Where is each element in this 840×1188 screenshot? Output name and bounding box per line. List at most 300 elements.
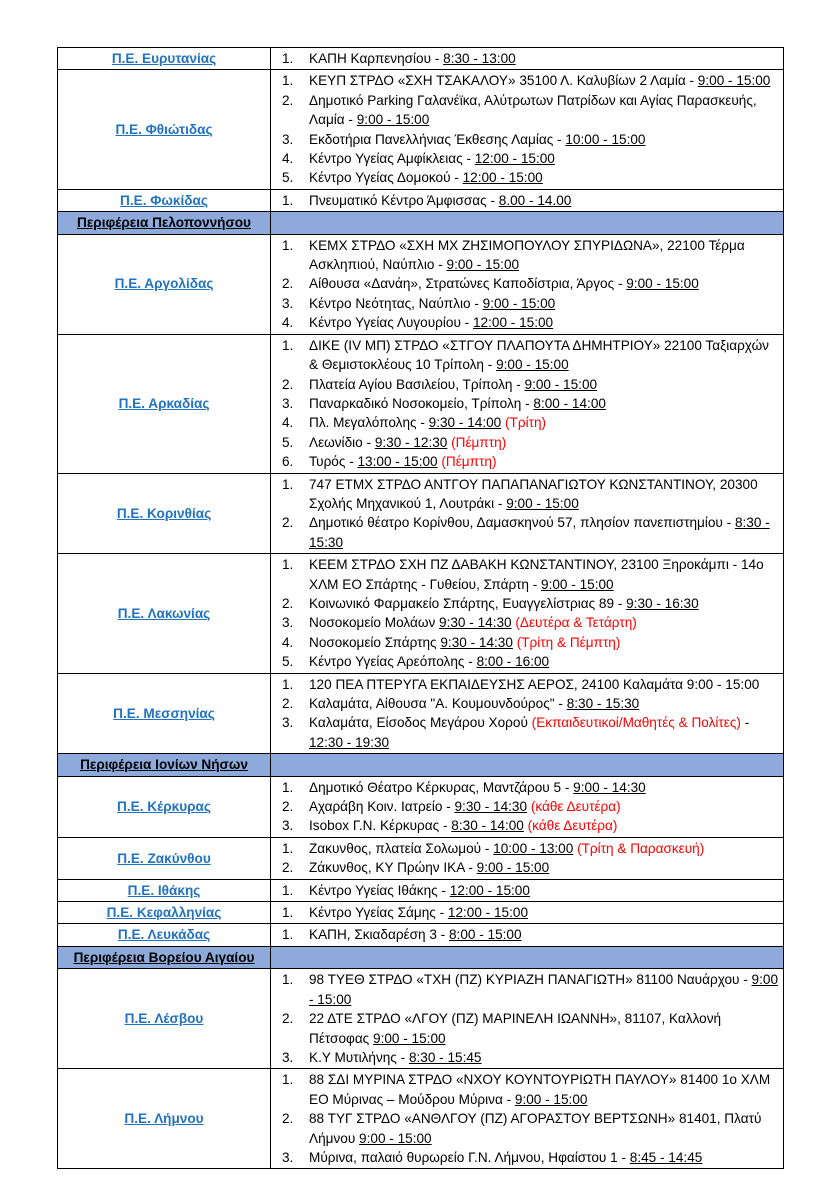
time-range: 9:00 - 15:00 — [541, 576, 614, 592]
location-list — [271, 903, 781, 922]
time-range: 9:00 - 15:00 — [514, 1091, 588, 1107]
item-text — [309, 858, 781, 877]
location-text: Δημοτικό θέατρο Κορίνθου, Δαμασκηνού 57, πλησίον πανεπιστημίου - — [309, 515, 735, 531]
item-number: 2. — [282, 696, 294, 711]
time-range: 9:00 - 15:00 — [626, 276, 699, 292]
location-text: Κέντρο Υγείας Λυγουρίου - — [309, 315, 473, 331]
region-items-cell — [271, 48, 784, 70]
region-name-link[interactable]: Π.Ε. Κέρκυρας — [117, 799, 211, 815]
region-name-cell — [58, 334, 271, 473]
table-row — [58, 48, 784, 70]
item-number: 5. — [282, 434, 294, 450]
time-range: 9:00 - 15:00 — [524, 376, 598, 392]
item-number: 1. — [282, 337, 294, 353]
list-item — [271, 452, 781, 471]
location-text: Κοινωνικό Φαρμακείο Σπάρτης, Ευαγγελίστριας 89 - — [309, 595, 627, 611]
list-item — [271, 336, 781, 375]
item-text — [309, 294, 781, 313]
list-item — [271, 130, 781, 149]
list-item — [271, 1109, 781, 1148]
location-text: Λεωνίδιο - — [309, 434, 375, 450]
item-number: 1. — [282, 676, 294, 692]
table-row — [58, 837, 784, 879]
location-list — [271, 71, 781, 187]
location-text: Κέντρο Νεότητας, Ναύπλιο - — [309, 295, 483, 311]
item-number: 3. — [282, 615, 294, 631]
region-name-cell — [58, 879, 271, 901]
region-name-cell — [58, 924, 271, 946]
band-label-cell — [58, 946, 271, 968]
region-name-cell — [58, 70, 271, 189]
region-name-cell — [58, 837, 271, 879]
location-list — [271, 555, 781, 671]
list-item — [271, 71, 781, 90]
region-name-cell — [58, 776, 271, 837]
list-item — [271, 413, 781, 432]
list-item — [271, 594, 781, 613]
list-item — [271, 191, 781, 210]
list-item — [271, 149, 781, 168]
item-number: 1. — [282, 51, 294, 66]
region-name-link[interactable]: Π.Ε. Φθιώτιδας — [115, 121, 213, 137]
band-empty-cell — [271, 212, 784, 234]
region-items-cell — [271, 969, 784, 1069]
time-range: 12:00 - 15:00 — [449, 882, 530, 898]
location-text: 747 ΕΤΜΧ ΣΤΡΔΟ ΑΝΤΓΟΥ ΠΑΠΑΠΑΝΑΓΙΩΤΟΥ ΚΩΝΣΤΑΝΤΙΝΟΥ, 20300 Σχολής Μηχανικού 1, Λουτράκι - — [309, 476, 758, 511]
location-text: Ζάκυνθος, ΚΥ Πρώην ΙΚΑ - — [309, 860, 477, 876]
list-item — [271, 881, 781, 900]
list-item — [271, 513, 781, 552]
region-name-link[interactable]: Π.Ε. Κεφαλληνίας — [106, 905, 222, 921]
item-text — [309, 475, 781, 514]
location-list — [271, 675, 781, 753]
item-text — [309, 633, 781, 652]
item-text — [309, 1109, 781, 1148]
item-number: 3. — [282, 131, 294, 147]
time-range: 9:00 - 15:00 — [373, 1030, 446, 1046]
item-text — [309, 236, 781, 275]
time-range: 12:00 - 15:00 — [447, 905, 529, 921]
item-number: 1. — [282, 840, 294, 856]
region-name-cell — [58, 1069, 271, 1169]
table-row — [58, 554, 784, 673]
table-row — [58, 334, 784, 473]
table-row — [58, 473, 784, 554]
region-name-cell — [58, 902, 271, 924]
table-row — [58, 879, 784, 901]
list-item — [271, 778, 781, 797]
table-row — [58, 234, 784, 334]
region-items-cell — [271, 334, 784, 473]
list-item — [271, 313, 781, 332]
list-item — [271, 633, 781, 652]
location-text: Μύρινα, παλαιό θυρωρείο Γ.Ν. Λήμνου, Ηφαίστου 1 - — [309, 1149, 630, 1165]
item-number: 2. — [282, 1111, 294, 1127]
location-text: ΚΕΥΠ ΣΤΡΔΟ «ΣΧΗ ΤΣΑΚΑΛΟΥ» 35100 Λ. Καλυβίων 2 Λαμία - — [309, 73, 698, 89]
time-range: 9:00 - 15:00 — [309, 972, 779, 1007]
item-text — [309, 513, 781, 552]
day-note: (Τρίτη) — [505, 415, 547, 431]
list-item — [271, 555, 781, 594]
item-text — [309, 375, 781, 394]
time-range: 8:30 - 15:30 — [309, 515, 770, 550]
schedule-table — [57, 47, 784, 1169]
region-name-link[interactable]: Π.Ε. Φωκίδας — [120, 192, 208, 208]
item-text — [309, 130, 781, 149]
time-range: 12:00 - 15:00 — [474, 151, 555, 167]
item-text — [309, 168, 781, 187]
list-item — [271, 1148, 781, 1167]
time-range: 9:00 - 15:00 — [482, 295, 556, 311]
time-range: 10:00 - 13:00 — [493, 840, 574, 856]
item-number: 2. — [282, 92, 294, 108]
item-text — [309, 452, 781, 471]
time-range: 9:00 - 15:00 — [697, 73, 771, 89]
list-item — [271, 394, 781, 413]
time-range: 8:00 - 15:00 — [449, 927, 522, 943]
time-range: 13:00 - 15:00 — [357, 454, 438, 470]
time-range: 8:00 - 14:00 — [533, 395, 606, 411]
location-text: Κ.Υ Μυτιλήνης - — [309, 1049, 409, 1065]
region-items-cell — [271, 189, 784, 211]
list-item — [271, 433, 781, 452]
location-text: 120 ΠΕΑ ΠΤΕΡΥΓΑ ΕΚΠΑΙΔΕΥΣΗΣ ΑΕΡΟΣ, 24100 Καλαμάτα 9:00 - 15:00 — [309, 676, 760, 692]
region-name-link[interactable]: Π.Ε. Λακωνίας — [117, 605, 211, 621]
item-number: 2. — [282, 1011, 294, 1027]
location-text: ΚΑΠΗ Καρπενησίου - — [309, 51, 444, 66]
location-list — [271, 475, 781, 553]
time-range: 9:00 - 14:30 — [573, 779, 646, 795]
list-item — [271, 1070, 781, 1109]
table-row — [58, 902, 784, 924]
location-text: 22 ΔΤΕ ΣΤΡΔΟ «ΛΓΟΥ (ΠΖ) ΜΑΡΙΝΕΛΗ ΙΩΑΝΝΗ», 81107, Καλλονή Πέτσοφας — [309, 1011, 722, 1046]
band-label-cell — [58, 212, 271, 234]
region-name-link[interactable]: Π.Ε. Λέσβου — [124, 1011, 204, 1027]
location-text: ΚΑΠΗ, Σκιαδαρέση 3 - — [309, 927, 449, 943]
location-text: Δημοτικό Θέατρο Κέρκυρας, Μαντζάρου 5 - — [309, 779, 574, 795]
location-text: Πνευματικό Κέντρο Άμφισσας - — [309, 192, 499, 208]
location-text: Κέντρο Υγείας Ιθάκης - — [309, 882, 450, 898]
time-range: 9:30 - 14:00 — [428, 415, 502, 431]
region-name-cell — [58, 234, 271, 334]
item-text — [309, 71, 781, 90]
list-item — [271, 713, 781, 752]
region-name-cell — [58, 48, 271, 70]
time-range: 9:00 - 15:00 — [446, 257, 520, 273]
item-number: 1. — [282, 1072, 294, 1088]
list-item — [271, 168, 781, 187]
location-text: Νοσοκομείο Μολάων — [309, 615, 440, 631]
location-list — [271, 49, 781, 68]
list-item — [271, 91, 781, 130]
region-name-link[interactable]: Π.Ε. Ζακύνθου — [117, 850, 211, 866]
band-label-cell — [58, 754, 271, 776]
item-number: 4. — [282, 634, 294, 650]
item-number: 1. — [282, 192, 294, 208]
region-name-link[interactable]: Π.Ε. Ευρυτανίας — [111, 51, 217, 66]
time-range: 9:00 - 15:00 — [356, 112, 430, 128]
list-item — [271, 839, 781, 858]
item-text — [309, 1009, 781, 1048]
location-text: 98 ΤΥΕΘ ΣΤΡΔΟ «ΤΧΗ (ΠΖ) ΚΥΡΙΑΖΗ ΠΑΝΑΓΙΩΤΗ» 81100 Ναυάρχου - — [309, 972, 752, 988]
time-range: 8:30 - 15:45 — [408, 1049, 482, 1065]
list-item — [271, 925, 781, 944]
item-text — [309, 394, 781, 413]
location-text: Παναρκαδικό Νοσοκομείο, Τρίπολη - — [309, 395, 534, 411]
region-name-cell — [58, 673, 271, 754]
time-range: 12:00 - 15:00 — [462, 170, 543, 186]
item-text — [309, 336, 781, 375]
region-name-link[interactable]: Π.Ε. Μεσσηνίας — [113, 705, 215, 721]
item-number: 4. — [282, 315, 294, 331]
band-row — [58, 754, 784, 776]
time-range: 12:30 - 19:30 — [309, 734, 390, 750]
region-name-link[interactable]: Π.Ε. Λευκάδας — [117, 927, 211, 943]
list-item — [271, 274, 781, 293]
item-text — [309, 903, 781, 922]
item-text — [309, 816, 781, 835]
list-item — [271, 236, 781, 275]
item-number: 3. — [282, 1049, 294, 1065]
item-number: 3. — [282, 818, 294, 834]
location-text: Κέντρο Υγείας Σάμης - — [309, 905, 448, 921]
time-range: 12:00 - 15:00 — [472, 315, 554, 331]
item-text — [309, 413, 781, 432]
item-number: 5. — [282, 654, 294, 670]
item-text — [309, 652, 781, 671]
region-name-cell — [58, 969, 271, 1069]
table-row — [58, 673, 784, 754]
item-text — [309, 149, 781, 168]
item-text — [309, 433, 781, 452]
item-number: 2. — [282, 376, 294, 392]
location-text: Δημοτικό Parking Γαλανέϊκα, Αλύτρωτων Πατρίδων και Αγίας Παρασκευής, Λαμία - — [309, 92, 757, 128]
item-number: 4. — [282, 415, 294, 431]
band-label: Περιφέρεια Ιονίων Νήσων — [80, 757, 248, 773]
location-text: Κέντρο Υγείας Αμφίκλειας - — [309, 151, 475, 167]
item-text — [309, 778, 781, 797]
item-number: 1. — [282, 972, 294, 988]
location-text: Αίθουσα «Δανάη», Στρατώνες Καποδίστρια, Άργος - — [309, 276, 627, 292]
region-name-cell — [58, 554, 271, 673]
band-row — [58, 946, 784, 968]
item-text — [309, 49, 781, 68]
item-text — [309, 555, 781, 594]
item-number: 1. — [282, 882, 294, 898]
location-text: Κέντρο Υγείας Αρεόπολης - — [309, 654, 477, 670]
item-number: 1. — [282, 237, 294, 253]
location-list — [271, 970, 781, 1067]
time-range: 9:30 - 14:30 — [454, 799, 528, 815]
item-number: 5. — [282, 170, 294, 186]
region-items-cell — [271, 554, 784, 673]
time-range: 9:30 - 16:30 — [626, 595, 699, 611]
time-range: 8:30 - 13:00 — [443, 51, 516, 66]
location-list — [271, 1070, 781, 1167]
table-row — [58, 924, 784, 946]
list-item — [271, 475, 781, 514]
list-item — [271, 375, 781, 394]
region-name-link[interactable]: Π.Ε. Ιθάκης — [127, 882, 201, 898]
band-empty-cell — [271, 946, 784, 968]
location-list — [271, 236, 781, 333]
region-items-cell — [271, 673, 784, 754]
location-text: Πλ. Μεγαλόπολης - — [309, 415, 429, 431]
location-text: ΚΕΜΧ ΣΤΡΔΟ «ΣΧΗ ΜΧ ΖΗΣΙΜΟΠΟΥΛΟΥ ΣΠΥΡΙΔΩΝΑ», 22100 Τέρμα Ασκληπιού, Ναύπλιο - — [309, 237, 745, 273]
band-empty-cell — [271, 754, 784, 776]
item-text — [309, 613, 781, 632]
location-text: Ζακυνθος, πλατεία Σολωμού - — [309, 840, 494, 856]
item-text — [309, 1070, 781, 1109]
time-range: 8:30 - 15:30 — [566, 696, 640, 711]
region-name-cell — [58, 189, 271, 211]
table-row — [58, 189, 784, 211]
list-item — [271, 816, 781, 835]
item-number: 1. — [282, 476, 294, 492]
location-text: 88 ΣΔΙ ΜΥΡΙΝΑ ΣΤΡΔΟ «ΝΧΟΥ ΚΟΥΝΤΟΥΡΙΩΤΗ ΠΑΥΛΟΥ» 81400 1ο ΧΛΜ ΕΟ Μύρινας – Μούδρου Μύρινα - — [309, 1072, 771, 1107]
band-label: Περιφέρεια Πελοποννήσου — [77, 215, 251, 231]
day-note: (Τρίτη & Παρασκευή) — [577, 840, 705, 856]
location-list — [271, 925, 781, 944]
item-text — [309, 797, 781, 816]
day-note: (Εκπαιδευτικοί/Μαθητές & Πολίτες) — [531, 715, 741, 731]
item-text — [309, 91, 781, 130]
day-note: (κάθε Δευτέρα) — [527, 818, 618, 834]
item-text — [309, 274, 781, 293]
item-text — [309, 1048, 781, 1067]
item-number: 1. — [282, 927, 294, 943]
location-text: Εκδοτήρια Πανελλήνιας Έκθεσης Λαμίας - — [309, 131, 566, 147]
time-range: 9:00 - 15:00 — [506, 495, 579, 511]
item-number: 4. — [282, 151, 294, 167]
region-name-link[interactable]: Π.Ε. Αρκαδίας — [118, 395, 210, 411]
time-range: 9:00 - 15:00 — [359, 1130, 432, 1146]
item-number: 1. — [282, 557, 294, 573]
location-text: ΚΕΕΜ ΣΤΡΔΟ ΣΧΗ ΠΖ ΔΑΒΑΚΗ ΚΩΝΣΤΑΝΤΙΝΟΥ, 23100 Ξηροκάμπι - 14ο ΧΛΜ ΕΟ Σπάρτης - Γυθείου, Σπάρτη - — [309, 557, 764, 592]
item-text — [309, 594, 781, 613]
time-range: 8:45 - 14:45 — [629, 1149, 703, 1165]
location-text: Isobox Γ.Ν. Κέρκυρας - — [309, 818, 452, 834]
region-items-cell — [271, 837, 784, 879]
item-number: 1. — [282, 779, 294, 795]
item-number: 3. — [282, 1149, 294, 1165]
location-text: Νοσοκομείο Σπάρτης — [309, 634, 441, 650]
location-list — [271, 336, 781, 472]
time-range: 9:00 - 15:00 — [496, 357, 569, 373]
region-name-link[interactable]: Π.Ε. Λήμνου — [124, 1111, 204, 1127]
item-number: 2. — [282, 595, 294, 611]
region-items-cell — [271, 879, 784, 901]
item-number: 2. — [282, 276, 294, 292]
region-name-cell — [58, 473, 271, 554]
item-number: 3. — [282, 295, 294, 311]
item-text — [309, 191, 781, 210]
location-list — [271, 778, 781, 836]
location-text: Τυρός - — [309, 454, 358, 470]
item-text — [309, 713, 781, 752]
table-row — [58, 969, 784, 1069]
region-items-cell — [271, 902, 784, 924]
item-text — [309, 925, 781, 944]
region-name-link[interactable]: Π.Ε. Κορινθίας — [116, 505, 212, 521]
time-range: 9:30 - 12:30 — [374, 434, 448, 450]
item-number: 1. — [282, 73, 294, 89]
item-number: 3. — [282, 395, 294, 411]
list-item — [271, 294, 781, 313]
region-items-cell — [271, 776, 784, 837]
item-text — [309, 313, 781, 332]
item-text — [309, 1148, 781, 1167]
list-item — [271, 49, 781, 68]
time-range: 9:30 - 14:30 — [440, 634, 513, 650]
day-note: (Πέμπτη) — [451, 434, 507, 450]
item-number: 6. — [282, 454, 294, 470]
item-number: 2. — [282, 799, 294, 815]
item-number: 3. — [282, 715, 294, 731]
day-note: (κάθε Δευτέρα) — [530, 799, 621, 815]
list-item — [271, 1009, 781, 1048]
list-item — [271, 613, 781, 632]
time-range: 8.00 - 14.00 — [498, 192, 572, 208]
list-item — [271, 903, 781, 922]
location-list — [271, 881, 781, 900]
location-text: Καλαμάτα, Είσοδος Μεγάρου Χορού — [309, 715, 532, 731]
list-item — [271, 797, 781, 816]
location-list — [271, 839, 781, 878]
item-text — [309, 881, 781, 900]
region-items-cell — [271, 924, 784, 946]
item-text — [309, 694, 781, 713]
region-items-cell — [271, 234, 784, 334]
location-text: Κέντρο Υγείας Δομοκού - — [309, 170, 463, 186]
list-item — [271, 970, 781, 1009]
item-text — [309, 839, 781, 858]
day-note: (Δευτέρα & Τετάρτη) — [515, 615, 637, 631]
time-range: 8:30 - 14:00 — [451, 818, 524, 834]
day-note: (Τρίτη & Πέμπτη) — [516, 634, 621, 650]
time-range: 9:00 - 15:00 — [476, 860, 550, 876]
time-range: 8:00 - 16:00 — [476, 654, 550, 670]
item-text — [309, 675, 781, 694]
region-items-cell — [271, 70, 784, 189]
band-label: Περιφέρεια Βορείου Αιγαίου — [73, 949, 255, 965]
list-item — [271, 694, 781, 713]
item-number: 1. — [282, 905, 294, 921]
item-number: 2. — [282, 860, 294, 876]
location-list — [271, 191, 781, 210]
table-row — [58, 1069, 784, 1169]
table-row — [58, 776, 784, 837]
location-text: ΔΙΚΕ (IV ΜΠ) ΣΤΡΔΟ «ΣΤΓΟΥ ΠΛΑΠΟΥΤΑ ΔΗΜΗΤΡΙΟΥ» 22100 Ταξιαρχών & Θεμιστοκλέους 10 Τρίπολη - — [309, 337, 769, 373]
list-item — [271, 652, 781, 671]
time-range: 9:30 - 14:30 — [439, 615, 512, 631]
list-item — [271, 675, 781, 694]
location-text: Πλατεία Αγίου Βασιλείου, Τρίπολη - — [309, 376, 525, 392]
day-note: (Πέμπτη) — [441, 454, 497, 470]
time-range: 10:00 - 15:00 — [565, 131, 646, 147]
location-text: - — [740, 715, 750, 731]
region-name-link[interactable]: Π.Ε. Αργολίδας — [114, 276, 214, 292]
location-text: Αχαράβη Κοιν. Ιατρείο - — [309, 799, 455, 815]
item-number: 2. — [282, 515, 294, 531]
location-text: Καλαμάτα, Αίθουσα "Α. Κουμουνδούρος" - — [309, 696, 567, 711]
band-row — [58, 212, 784, 234]
list-item — [271, 858, 781, 877]
list-item — [271, 1048, 781, 1067]
item-text — [309, 970, 781, 1009]
location-text: 88 ΤΥΓ ΣΤΡΔΟ «ΑΝΘΛΓΟΥ (ΠΖ) ΑΓΟΡΑΣΤΟΥ ΒΕΡΤΣΩΝΗ» 81401, Πλατύ Λήμνου — [309, 1111, 762, 1146]
region-items-cell — [271, 473, 784, 554]
